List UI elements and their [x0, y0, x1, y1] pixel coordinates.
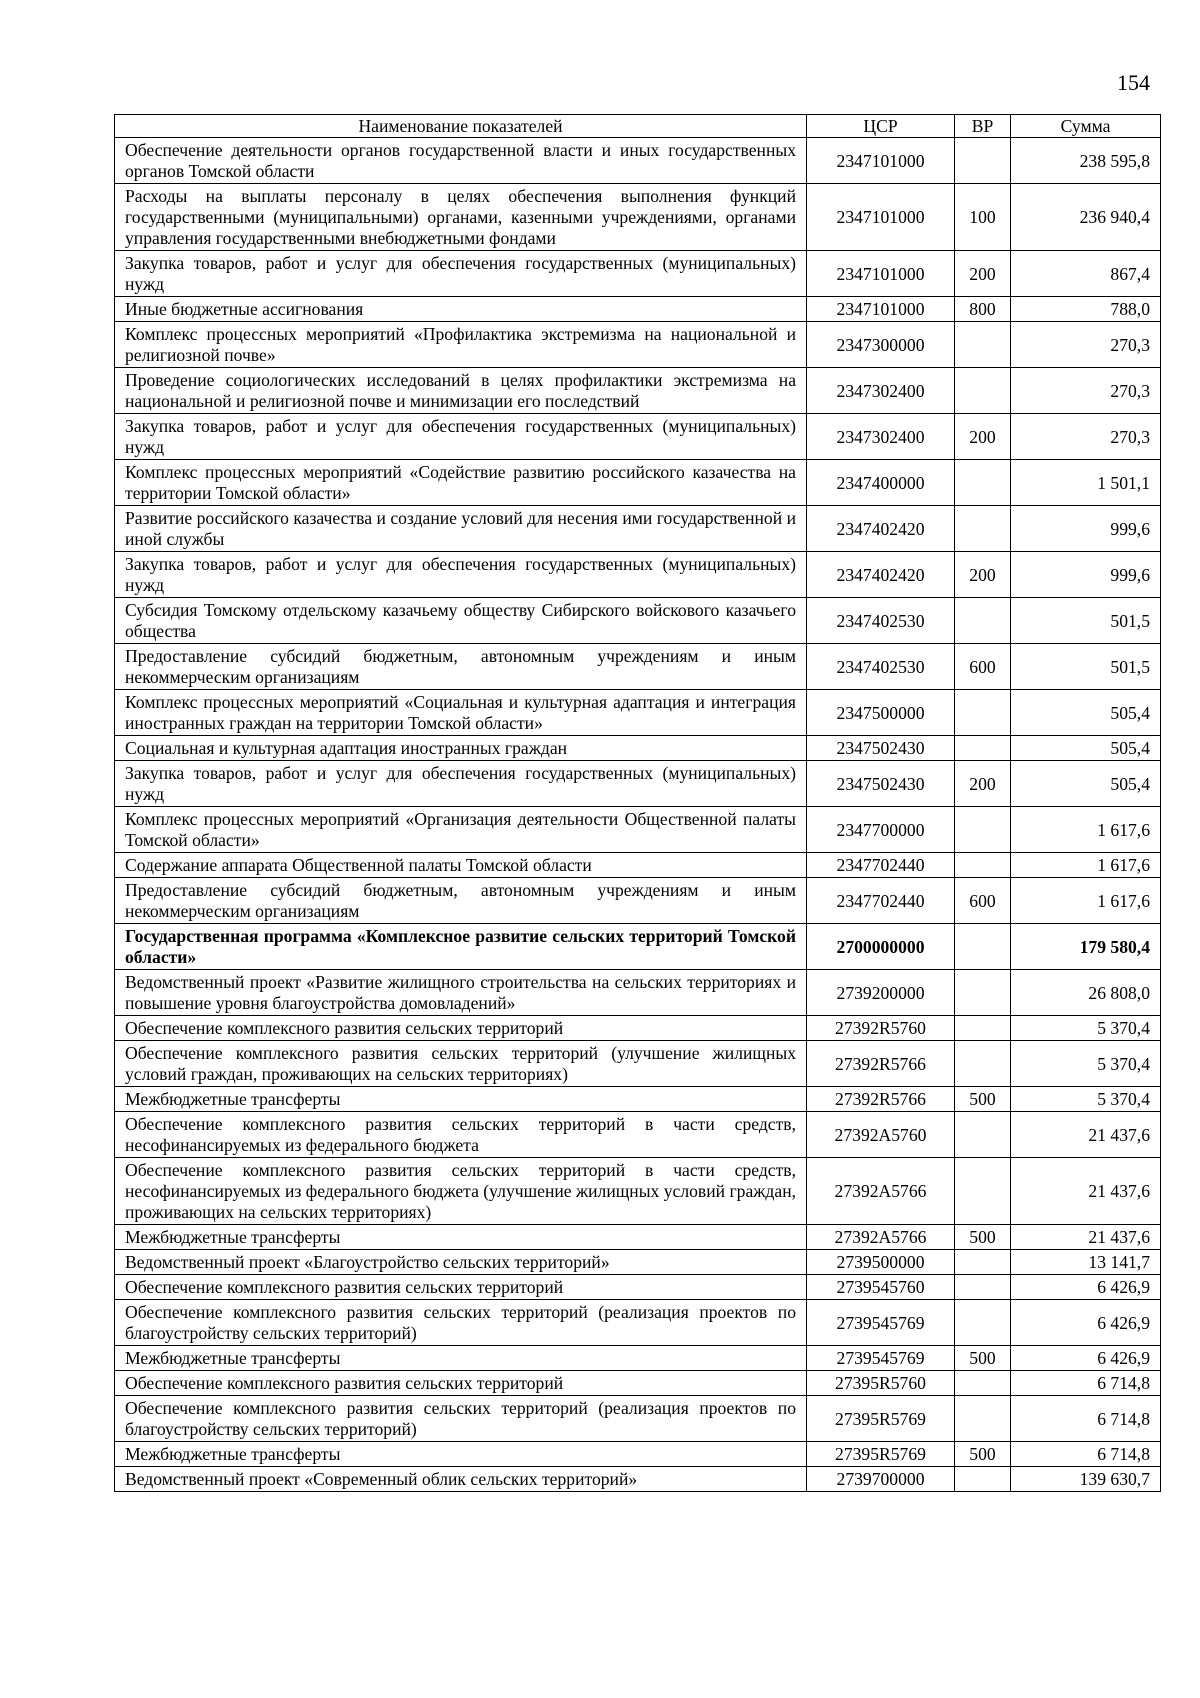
- cell-sum: 139 630,7: [1011, 1467, 1161, 1492]
- page-number: 154: [1117, 70, 1150, 95]
- cell-vr: [955, 853, 1011, 878]
- table-row: [115, 1041, 1161, 1087]
- cell-csr: 2347302400: [807, 414, 955, 460]
- cell-sum: 1 617,6: [1011, 807, 1161, 853]
- cell-sum: 5 370,4: [1011, 1087, 1161, 1112]
- cell-vr: 500: [955, 1087, 1011, 1112]
- cell-vr: 500: [955, 1346, 1011, 1371]
- table-row: [115, 970, 1161, 1016]
- cell-vr: [955, 690, 1011, 736]
- cell-vr: [955, 598, 1011, 644]
- budget-table: [114, 114, 1161, 1492]
- cell-csr: 27392R5766: [807, 1087, 955, 1112]
- table-row: [115, 1275, 1161, 1300]
- cell-name: Обеспечение комплексного развития сельских территорий: [115, 1371, 807, 1396]
- cell-sum: 6 426,9: [1011, 1346, 1161, 1371]
- cell-name: Ведомственный проект «Благоустройство сельских территорий»: [115, 1250, 807, 1275]
- cell-sum: 179 580,4: [1011, 924, 1161, 970]
- cell-csr: 2347101000: [807, 251, 955, 297]
- cell-name: Предоставление субсидий бюджетным, автономным учреждениям и иным некоммерческим организациям: [115, 878, 807, 924]
- cell-sum: 13 141,7: [1011, 1250, 1161, 1275]
- table-row: [115, 251, 1161, 297]
- table-row: [115, 460, 1161, 506]
- cell-vr: [955, 1250, 1011, 1275]
- table-row: [115, 414, 1161, 460]
- cell-csr: 2739200000: [807, 970, 955, 1016]
- cell-name: Предоставление субсидий бюджетным, автономным учреждениям и иным некоммерческим организациям: [115, 644, 807, 690]
- cell-sum: 238 595,8: [1011, 138, 1161, 184]
- cell-vr: 100: [955, 184, 1011, 251]
- cell-sum: 21 437,6: [1011, 1158, 1161, 1225]
- cell-vr: [955, 970, 1011, 1016]
- cell-name: Иные бюджетные ассигнования: [115, 297, 807, 322]
- cell-vr: [955, 460, 1011, 506]
- cell-name: Комплекс процессных мероприятий «Социальная и культурная адаптация и интеграция иностранных граждан на территории Томской области»: [115, 690, 807, 736]
- cell-sum: 788,0: [1011, 297, 1161, 322]
- table-row: [115, 1467, 1161, 1492]
- cell-vr: 200: [955, 251, 1011, 297]
- table-row: [115, 736, 1161, 761]
- cell-sum: 270,3: [1011, 322, 1161, 368]
- cell-vr: 600: [955, 878, 1011, 924]
- cell-sum: 1 617,6: [1011, 878, 1161, 924]
- cell-sum: 6 426,9: [1011, 1275, 1161, 1300]
- cell-name: Ведомственный проект «Современный облик сельских территорий»: [115, 1467, 807, 1492]
- cell-sum: 999,6: [1011, 552, 1161, 598]
- table-row: [115, 807, 1161, 853]
- cell-vr: 200: [955, 552, 1011, 598]
- cell-name: Межбюджетные трансферты: [115, 1225, 807, 1250]
- cell-vr: [955, 506, 1011, 552]
- cell-name: Закупка товаров, работ и услуг для обеспечения государственных (муниципальных) нужд: [115, 414, 807, 460]
- cell-vr: [955, 924, 1011, 970]
- cell-csr: 2347101000: [807, 184, 955, 251]
- table-header-row: [115, 115, 1161, 138]
- cell-name: Комплекс процессных мероприятий «Содействие развитию российского казачества на территории Томской области»: [115, 460, 807, 506]
- table-row: [115, 598, 1161, 644]
- table-row: [115, 1300, 1161, 1346]
- cell-name: Обеспечение комплексного развития сельских территорий: [115, 1275, 807, 1300]
- cell-name: Расходы на выплаты персоналу в целях обеспечения выполнения функций государственными (муниципальными) органами, казенными учреждениями, органами управления государственными внебюджетными фондами: [115, 184, 807, 251]
- cell-csr: 2347402530: [807, 644, 955, 690]
- cell-vr: [955, 1300, 1011, 1346]
- cell-csr: 2347502430: [807, 761, 955, 807]
- cell-name: Проведение социологических исследований в целях профилактики экстремизма на национальной и религиозной почве и минимизации его последствий: [115, 368, 807, 414]
- cell-csr: 2347101000: [807, 297, 955, 322]
- cell-csr: 2347402420: [807, 506, 955, 552]
- cell-csr: 27392A5760: [807, 1112, 955, 1158]
- table-row: [115, 1346, 1161, 1371]
- cell-csr: 27395R5769: [807, 1396, 955, 1442]
- table-row: [115, 297, 1161, 322]
- cell-csr: 27392R5760: [807, 1016, 955, 1041]
- cell-csr: 2347300000: [807, 322, 955, 368]
- cell-vr: [955, 138, 1011, 184]
- cell-name: Государственная программа «Комплексное развитие сельских территорий Томской области»: [115, 924, 807, 970]
- cell-vr: [955, 736, 1011, 761]
- cell-csr: 2700000000: [807, 924, 955, 970]
- table-row: [115, 1087, 1161, 1112]
- cell-sum: 6 426,9: [1011, 1300, 1161, 1346]
- table-row: [115, 1250, 1161, 1275]
- cell-name: Закупка товаров, работ и услуг для обеспечения государственных (муниципальных) нужд: [115, 761, 807, 807]
- cell-sum: 6 714,8: [1011, 1371, 1161, 1396]
- cell-vr: [955, 1041, 1011, 1087]
- table-row: [115, 853, 1161, 878]
- cell-name: Содержание аппарата Общественной палаты Томской области: [115, 853, 807, 878]
- cell-csr: 2347700000: [807, 807, 955, 853]
- table-row: [115, 690, 1161, 736]
- cell-sum: 270,3: [1011, 368, 1161, 414]
- table-row: [115, 138, 1161, 184]
- cell-sum: 21 437,6: [1011, 1225, 1161, 1250]
- cell-vr: [955, 1275, 1011, 1300]
- cell-vr: [955, 1396, 1011, 1442]
- cell-sum: 6 714,8: [1011, 1442, 1161, 1467]
- table-row: [115, 761, 1161, 807]
- table-row: [115, 506, 1161, 552]
- table-row: [115, 322, 1161, 368]
- cell-name: Развитие российского казачества и создание условий для несения ими государственной и иной службы: [115, 506, 807, 552]
- cell-name: Социальная и культурная адаптация иностранных граждан: [115, 736, 807, 761]
- cell-name: Обеспечение комплексного развития сельских территорий в части средств, несофинансируемых из федерального бюджета: [115, 1112, 807, 1158]
- cell-csr: 27392R5766: [807, 1041, 955, 1087]
- cell-csr: 2347302400: [807, 368, 955, 414]
- cell-name: Комплекс процессных мероприятий «Организация деятельности Общественной палаты Томской области»: [115, 807, 807, 853]
- cell-name: Обеспечение комплексного развития сельских территорий (реализация проектов по благоустройству сельских территорий): [115, 1300, 807, 1346]
- cell-csr: 2347400000: [807, 460, 955, 506]
- cell-name: Межбюджетные трансферты: [115, 1087, 807, 1112]
- cell-sum: 270,3: [1011, 414, 1161, 460]
- cell-name: Комплекс процессных мероприятий «Профилактика экстремизма на национальной и религиозной почве»: [115, 322, 807, 368]
- cell-vr: [955, 1016, 1011, 1041]
- cell-sum: 505,4: [1011, 736, 1161, 761]
- table-row: [115, 1442, 1161, 1467]
- cell-vr: 200: [955, 414, 1011, 460]
- table-row: [115, 1371, 1161, 1396]
- table-row: [115, 184, 1161, 251]
- cell-vr: 200: [955, 761, 1011, 807]
- cell-csr: 2739700000: [807, 1467, 955, 1492]
- column-header-sum: Сумма: [1011, 115, 1161, 138]
- cell-vr: 500: [955, 1442, 1011, 1467]
- cell-csr: 2347702440: [807, 853, 955, 878]
- cell-sum: 505,4: [1011, 761, 1161, 807]
- cell-sum: 5 370,4: [1011, 1016, 1161, 1041]
- cell-sum: 505,4: [1011, 690, 1161, 736]
- cell-name: Межбюджетные трансферты: [115, 1346, 807, 1371]
- cell-name: Ведомственный проект «Развитие жилищного строительства на сельских территориях и повышение уровня благоустройства домовладений»: [115, 970, 807, 1016]
- cell-csr: 2739545769: [807, 1346, 955, 1371]
- column-header-csr: ЦСР: [807, 115, 955, 138]
- cell-name: Обеспечение комплексного развития сельских территорий (улучшение жилищных условий граждан, проживающих на сельских территориях): [115, 1041, 807, 1087]
- cell-vr: 500: [955, 1225, 1011, 1250]
- table-row: [115, 1225, 1161, 1250]
- cell-sum: 1 617,6: [1011, 853, 1161, 878]
- cell-vr: [955, 1371, 1011, 1396]
- cell-csr: 2347101000: [807, 138, 955, 184]
- cell-sum: 1 501,1: [1011, 460, 1161, 506]
- table-row: [115, 1112, 1161, 1158]
- cell-csr: 2347402420: [807, 552, 955, 598]
- cell-name: Обеспечение комплексного развития сельских территорий (реализация проектов по благоустройству сельских территорий): [115, 1396, 807, 1442]
- cell-sum: 999,6: [1011, 506, 1161, 552]
- cell-csr: 2347500000: [807, 690, 955, 736]
- cell-csr: 2347502430: [807, 736, 955, 761]
- cell-csr: 2347702440: [807, 878, 955, 924]
- cell-vr: [955, 1112, 1011, 1158]
- column-header-name: Наименование показателей: [115, 115, 807, 138]
- table-row: [115, 878, 1161, 924]
- cell-sum: 236 940,4: [1011, 184, 1161, 251]
- cell-sum: 867,4: [1011, 251, 1161, 297]
- cell-vr: 800: [955, 297, 1011, 322]
- cell-csr: 27395R5769: [807, 1442, 955, 1467]
- table-row: [115, 1396, 1161, 1442]
- cell-name: Закупка товаров, работ и услуг для обеспечения государственных (муниципальных) нужд: [115, 251, 807, 297]
- cell-vr: [955, 368, 1011, 414]
- table-row: [115, 1158, 1161, 1225]
- table-row: [115, 924, 1161, 970]
- cell-vr: 600: [955, 644, 1011, 690]
- cell-csr: 2739545760: [807, 1275, 955, 1300]
- cell-sum: 5 370,4: [1011, 1041, 1161, 1087]
- cell-vr: [955, 322, 1011, 368]
- cell-name: Обеспечение комплексного развития сельских территорий в части средств, несофинансируемых из федерального бюджета (улучшение жилищных условий граждан, проживающих на сельских территориях): [115, 1158, 807, 1225]
- cell-sum: 21 437,6: [1011, 1112, 1161, 1158]
- cell-name: Обеспечение деятельности органов государственной власти и иных государственных органов Томской области: [115, 138, 807, 184]
- column-header-vr: ВР: [955, 115, 1011, 138]
- cell-name: Межбюджетные трансферты: [115, 1442, 807, 1467]
- cell-csr: 27392A5766: [807, 1225, 955, 1250]
- cell-sum: 26 808,0: [1011, 970, 1161, 1016]
- cell-sum: 501,5: [1011, 644, 1161, 690]
- table-row: [115, 552, 1161, 598]
- cell-name: Обеспечение комплексного развития сельских территорий: [115, 1016, 807, 1041]
- table-body: [115, 138, 1161, 1492]
- cell-csr: 2739500000: [807, 1250, 955, 1275]
- cell-csr: 27392A5766: [807, 1158, 955, 1225]
- table-row: [115, 1016, 1161, 1041]
- cell-vr: [955, 1158, 1011, 1225]
- cell-csr: 2739545769: [807, 1300, 955, 1346]
- cell-sum: 501,5: [1011, 598, 1161, 644]
- cell-name: Закупка товаров, работ и услуг для обеспечения государственных (муниципальных) нужд: [115, 552, 807, 598]
- table-row: [115, 368, 1161, 414]
- table-row: [115, 644, 1161, 690]
- cell-vr: [955, 1467, 1011, 1492]
- cell-vr: [955, 807, 1011, 853]
- cell-name: Субсидия Томскому отдельскому казачьему обществу Сибирского войскового казачьего общества: [115, 598, 807, 644]
- cell-csr: 2347402530: [807, 598, 955, 644]
- cell-sum: 6 714,8: [1011, 1396, 1161, 1442]
- cell-csr: 27395R5760: [807, 1371, 955, 1396]
